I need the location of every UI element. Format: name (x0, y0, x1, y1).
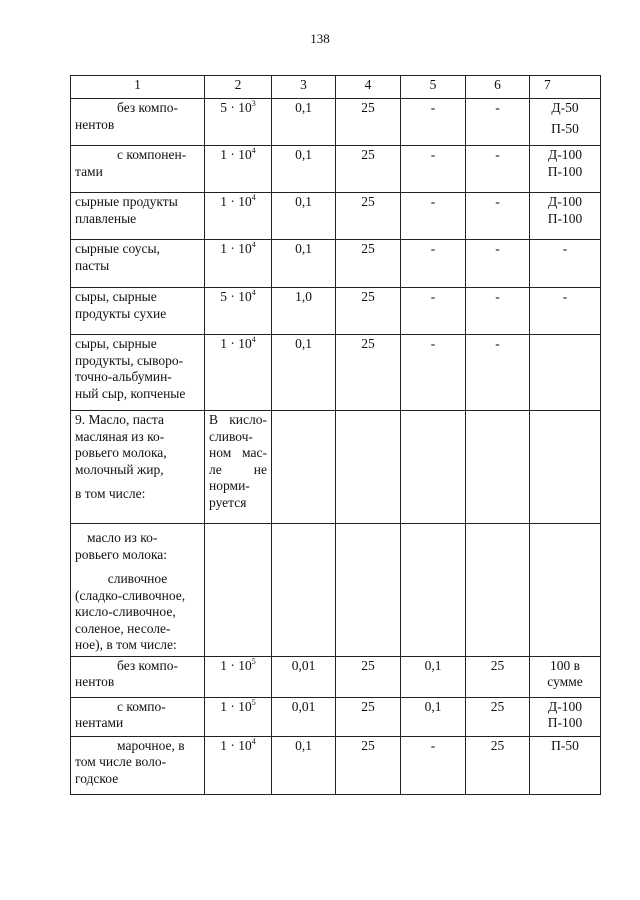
value-cell: - (401, 193, 466, 240)
text-line: кисло-сливочное, (75, 604, 176, 619)
value-cell: - (401, 736, 466, 794)
text-line: продукты, сыворо- (75, 352, 184, 368)
product-name-cell (71, 99, 205, 146)
text-line: нентов (75, 116, 115, 132)
table-cell (466, 524, 530, 657)
table-row (71, 411, 601, 524)
text-line: с компонен- (117, 147, 187, 162)
text-line: в том числе: (75, 486, 146, 501)
table-cell (336, 411, 401, 524)
table-cell (466, 411, 530, 524)
text-line: без компо- (117, 657, 178, 673)
product-name-cell (71, 697, 205, 736)
value-cell: 0,1 (401, 656, 466, 697)
count-base: 1 · 10 (220, 147, 252, 162)
table-row (71, 335, 601, 411)
text-line: сырные соусы, (75, 241, 160, 256)
count-exponent: 4 (251, 736, 256, 746)
text-line: Д-100 (548, 147, 582, 162)
column-header: 1 (71, 76, 205, 99)
value-cell: - (401, 99, 466, 146)
table-row (71, 146, 601, 193)
value-cell: 25 (336, 736, 401, 794)
text-line: 9. Масло, паста (75, 412, 164, 427)
value-cell: 25 (336, 99, 401, 146)
text-line: соленое, несоле- (75, 620, 171, 636)
table-cell (336, 524, 401, 657)
value-cell: - (466, 193, 530, 240)
limit-cell (530, 335, 601, 411)
text-line: нентами (75, 715, 124, 730)
text-line: том числе воло- (75, 754, 167, 769)
table-cell (401, 524, 466, 657)
value-cell: - (466, 288, 530, 335)
microbial-count-cell (205, 288, 272, 335)
text-line: ный сыр, копченые (75, 385, 186, 401)
product-name-cell (71, 193, 205, 240)
value-cell: 0,1 (272, 193, 336, 240)
table-row (71, 736, 601, 794)
table-row (71, 240, 601, 288)
requirements-table (70, 75, 601, 795)
text-line: молочный жир, (75, 461, 164, 477)
table-cell (530, 411, 601, 524)
text-line: сливоч- (209, 428, 253, 444)
text-line: (сладко-сливочное, (75, 587, 186, 603)
text-line: Д-50 (551, 100, 579, 115)
text-line: годское (75, 770, 119, 786)
product-name-cell (71, 736, 205, 794)
table-row (71, 193, 601, 240)
text-line: продукты сухие (75, 305, 167, 321)
microbial-count-cell (205, 697, 272, 736)
count-exponent: 4 (251, 193, 256, 202)
value-cell: 0,1 (401, 697, 466, 736)
text-line: ном мас- (209, 445, 267, 460)
text-line: П-50 (551, 120, 579, 136)
text-line: масло из ко- (87, 530, 158, 545)
text-line: П-100 (547, 163, 583, 179)
text-line: П-100 (547, 210, 583, 226)
count-exponent: 4 (251, 240, 256, 249)
text-line: ровьего молока, (75, 445, 167, 460)
value-cell: 25 (466, 736, 530, 794)
text-line: без компо- (117, 100, 178, 115)
text-line: марочное, в (117, 737, 185, 753)
limit-cell (530, 656, 601, 697)
value-cell: 0,1 (272, 240, 336, 288)
limit-cell (530, 240, 601, 288)
table-cell (272, 524, 336, 657)
text-line: 100 в сумме (547, 657, 583, 689)
text-line: масляная из ко- (75, 428, 165, 444)
product-name-cell (71, 288, 205, 335)
text-line: П-100 (547, 715, 583, 730)
value-cell: 0,1 (272, 99, 336, 146)
microbial-count-cell (205, 736, 272, 794)
limit-cell (530, 193, 601, 240)
text-line: нентов (75, 674, 115, 689)
value-cell: 0,01 (272, 656, 336, 697)
product-name-cell (71, 656, 205, 697)
value-cell: 1,0 (272, 288, 336, 335)
count-base: 1 · 10 (220, 657, 252, 673)
table-row (71, 524, 601, 657)
value-cell: 25 (336, 288, 401, 335)
column-header: 5 (401, 76, 466, 99)
text-line: сырные продукты (75, 194, 178, 209)
count-base: 5 · 10 (220, 100, 252, 115)
column-header: 7 (530, 76, 601, 99)
value-cell: 25 (336, 335, 401, 411)
table-body-bottom (71, 656, 601, 794)
page-number: 138 (310, 31, 330, 46)
product-name-cell (71, 524, 205, 657)
text-line: норми- (209, 478, 250, 493)
value-cell: 25 (336, 146, 401, 193)
table-header-row (71, 76, 601, 99)
microbial-count-cell (205, 193, 272, 240)
text-line: ле не (209, 461, 267, 477)
value-cell: 25 (336, 240, 401, 288)
value-cell: - (401, 288, 466, 335)
text-line: П-50 (551, 737, 579, 753)
text-line: - (562, 289, 568, 304)
text-line: с компо- (117, 698, 166, 714)
count-exponent: 3 (251, 99, 256, 108)
table-cell (530, 524, 601, 657)
value-cell: - (401, 335, 466, 411)
value-cell: - (401, 146, 466, 193)
text-line: Д-100 (548, 194, 582, 209)
table-row (71, 288, 601, 335)
value-cell: - (466, 146, 530, 193)
text-line: пасты (75, 257, 110, 273)
product-name-cell (71, 335, 205, 411)
text-line: В кисло- (209, 412, 267, 427)
table-cell (401, 411, 466, 524)
count-base: 1 · 10 (220, 737, 252, 753)
text-line: - (562, 241, 568, 256)
text-line: руется (209, 494, 247, 510)
count-exponent: 5 (251, 656, 256, 666)
value-cell: - (466, 99, 530, 146)
value-cell: 25 (336, 697, 401, 736)
limit-cell (530, 736, 601, 794)
count-exponent: 5 (251, 697, 256, 707)
count-base: 1 · 10 (220, 698, 252, 714)
table-row (71, 656, 601, 697)
value-cell: - (401, 240, 466, 288)
count-exponent: 4 (251, 288, 256, 297)
table-body-butter (71, 411, 601, 657)
value-cell: 0,1 (272, 736, 336, 794)
text-line: Д-100 (548, 698, 582, 714)
text-line: точно-альбумин- (75, 369, 172, 384)
text-line: сливочное (107, 571, 168, 586)
count-base: 1 · 10 (220, 241, 252, 256)
value-cell: 25 (336, 193, 401, 240)
limit-cell (530, 697, 601, 736)
limit-cell (530, 288, 601, 335)
product-name-cell (71, 146, 205, 193)
microbial-count-cell (205, 656, 272, 697)
value-cell: 0,1 (272, 335, 336, 411)
value-cell: 0,01 (272, 697, 336, 736)
microbial-count-cell (205, 146, 272, 193)
microbial-count-cell (205, 411, 272, 524)
value-cell: 25 (466, 656, 530, 697)
text-line: плавленые (75, 210, 137, 226)
text-line: ровьего молока: (75, 546, 168, 562)
column-header: 2 (205, 76, 272, 99)
count-base: 1 · 10 (220, 194, 252, 209)
text-line: сыры, сырные (75, 336, 157, 351)
column-header: 6 (466, 76, 530, 99)
value-cell: 25 (336, 656, 401, 697)
microbial-count-cell (205, 240, 272, 288)
limit-cell (530, 146, 601, 193)
product-name-cell (71, 411, 205, 524)
table-row (71, 99, 601, 146)
count-exponent: 4 (251, 146, 256, 155)
value-cell: - (466, 335, 530, 411)
product-name-cell (71, 240, 205, 288)
count-exponent: 4 (251, 335, 256, 344)
text-line: тами (75, 163, 103, 179)
count-base: 1 · 10 (220, 336, 252, 351)
table-body-top (71, 99, 601, 411)
value-cell: - (466, 240, 530, 288)
table-cell (272, 411, 336, 524)
text-line: ное), в том числе: (75, 637, 177, 652)
limit-cell (530, 99, 601, 146)
column-header: 4 (336, 76, 401, 99)
value-cell: 25 (466, 697, 530, 736)
table-row (71, 697, 601, 736)
text-line: сыры, сырные (75, 289, 157, 304)
value-cell: 0,1 (272, 146, 336, 193)
microbial-count-cell (205, 99, 272, 146)
count-base: 5 · 10 (220, 289, 252, 304)
table-cell (205, 524, 272, 657)
microbial-count-cell (205, 335, 272, 411)
column-header: 3 (272, 76, 336, 99)
